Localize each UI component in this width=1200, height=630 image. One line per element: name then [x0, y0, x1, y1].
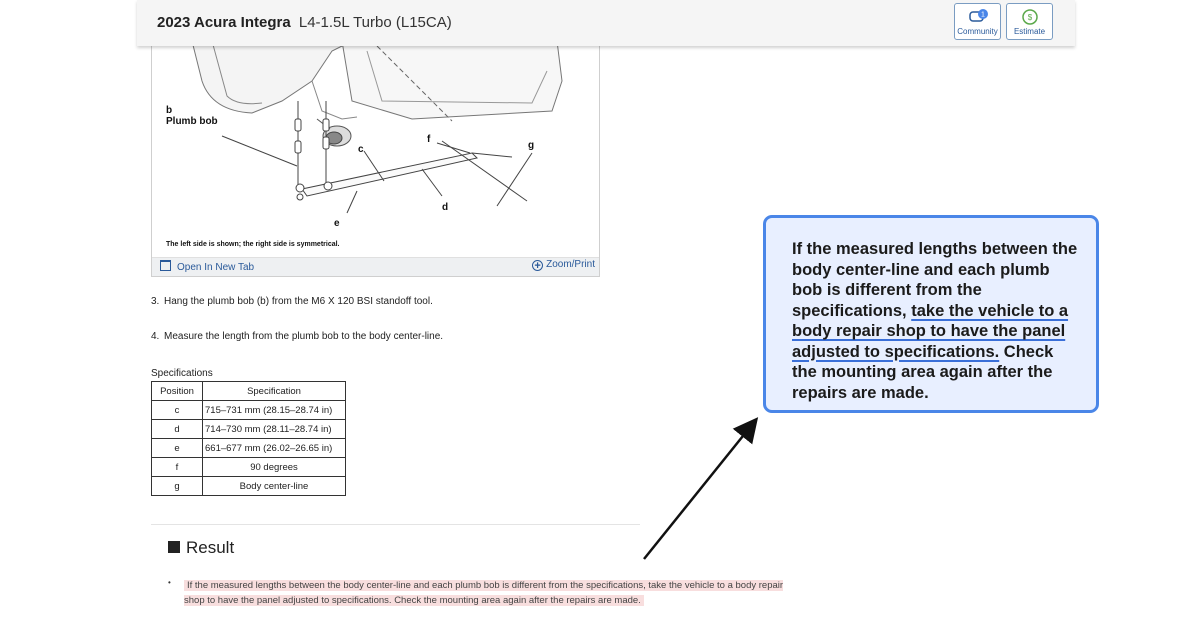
spec-cell: 715–731 mm (28.15–28.74 in): [203, 401, 346, 420]
position-cell: e: [152, 439, 203, 458]
figure-footer: [152, 257, 599, 276]
callout-f: f: [427, 134, 431, 145]
zoom-print-link[interactable]: [532, 259, 595, 271]
column-header-position: Position: [152, 382, 203, 401]
result-highlight: If the measured lengths between the body center-line and each plumb bob is different from the specifications, take the vehicle to a body repair shop to have the panel adjusted to specifications. Check the mounting area again after the repairs are made.: [184, 580, 784, 606]
open-new-tab-label: Open In New Tab: [177, 262, 255, 273]
position-cell: d: [152, 420, 203, 439]
column-header-specification: Specification: [203, 382, 346, 401]
zoom-plus-icon: +: [532, 260, 543, 271]
section-divider: [151, 524, 640, 525]
community-button[interactable]: [954, 3, 1001, 40]
vehicle-title: [157, 14, 452, 31]
callout-c: c: [358, 144, 364, 155]
estimate-icon: [1020, 9, 1040, 25]
annotation-part-1: If the measured lengths between the body center-line and each plumb bob is different from the specifications,: [792, 240, 1078, 320]
vehicle-engine: L4-1.5L Turbo (L15CA): [298, 14, 452, 31]
table-row: [152, 420, 346, 439]
open-new-tab-link[interactable]: [160, 260, 254, 273]
callout-b: b: [166, 105, 173, 116]
step-text: Hang the plumb bob (b) from the M6 X 120 BSI standoff tool.: [164, 296, 433, 307]
zoom-print-label: Zoom/Print: [546, 259, 595, 270]
step-3: [151, 296, 433, 307]
position-cell: c: [152, 401, 203, 420]
table-row: [152, 401, 346, 420]
specifications-table: [151, 381, 346, 496]
spec-cell: 90 degrees: [203, 458, 346, 477]
figure-panel: [151, 40, 600, 277]
community-label: Community: [957, 27, 998, 36]
callout-g: g: [528, 140, 535, 151]
new-tab-icon: [160, 260, 171, 271]
result-text: [184, 578, 784, 608]
step-number: 4.: [151, 331, 160, 342]
community-icon: [968, 9, 990, 25]
result-heading: [168, 538, 234, 558]
result-heading-text: Result: [186, 538, 235, 557]
annotation-box: [763, 215, 1099, 413]
estimate-button[interactable]: [1006, 3, 1053, 40]
callout-d: d: [442, 202, 449, 213]
vehicle-model: 2023 Acura Integra: [157, 14, 291, 31]
annotation-underlined: take the vehicle to a body repair shop to have the panel adjusted to specifications.: [792, 301, 1069, 361]
community-badge: 1: [981, 11, 985, 19]
table-row: [152, 477, 346, 496]
vehicle-header: [137, 0, 1075, 46]
specifications-title: Specifications: [151, 368, 213, 379]
spec-cell: 661–677 mm (26.02–26.65 in): [203, 439, 346, 458]
table-header-row: [152, 382, 346, 401]
step-number: 3.: [151, 296, 160, 307]
position-cell: f: [152, 458, 203, 477]
table-row: [152, 439, 346, 458]
annotation-text: [792, 239, 1082, 403]
bullet-dot-icon: •: [168, 578, 171, 587]
figure-note: The left side is shown; the right side is symmetrical.: [166, 241, 340, 248]
step-4: [151, 331, 443, 342]
svg-text:$: $: [1027, 13, 1033, 22]
square-bullet-icon: [168, 541, 180, 553]
callout-plumb-bob: Plumb bob: [166, 116, 218, 127]
annotation-part-3: Check the mounting area again after the repairs are made.: [792, 342, 1054, 402]
spec-cell: 714–730 mm (28.11–28.74 in): [203, 420, 346, 439]
step-text: Measure the length from the plumb bob to the body center-line.: [164, 331, 444, 342]
table-row: [152, 458, 346, 477]
spec-cell: Body center-line: [203, 477, 346, 496]
position-cell: g: [152, 477, 203, 496]
estimate-label: Estimate: [1013, 27, 1046, 36]
callout-e: e: [334, 218, 340, 229]
